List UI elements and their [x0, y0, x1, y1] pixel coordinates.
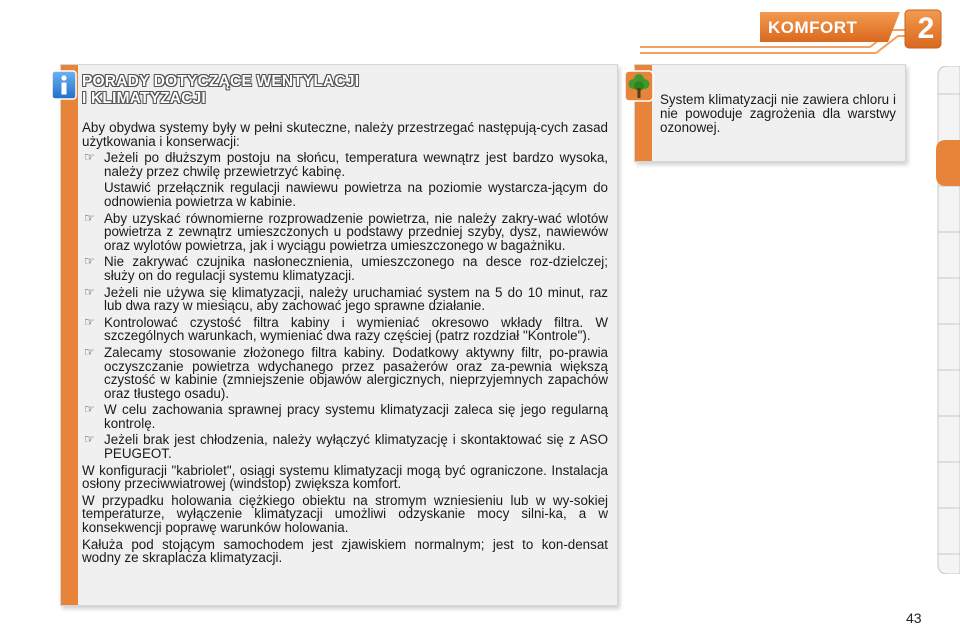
list-item-text: Aby uzyskać równomierne rozprowadzenie powietrza, nie należy zakry-wać wlotów powietrza z zewnątrz umieszczonych u podstawy przedniej szyby, dysz, nawiewów oraz wylotów powietrza, jak i wyciągu powietrza umieszczonego w bagażniku. — [104, 210, 608, 253]
list-item — [82, 212, 608, 253]
page-number: 43 — [906, 610, 922, 626]
list-item-text: Jeżeli brak jest chłodzenia, należy wyłączyć klimatyzację i skontaktować się z ASO PEUGEOT. — [104, 432, 608, 462]
intro-paragraph: Aby obydwa systemy były w pełni skuteczne, należy przestrzegać następują-cych zasad użytkowania i konserwacji: — [82, 120, 608, 149]
page-header — [0, 0, 960, 60]
cabriolet-paragraph: W konfiguracji "kabriolet", osiągi systemu klimatyzacji mogą być ograniczone. Instalacja osłony przeciwwiatrowej (windstop) zwiększa komfort. — [82, 462, 608, 492]
hand-pointer-icon: ☞ — [84, 344, 95, 359]
section-title: KOMFORT — [768, 18, 858, 37]
hand-pointer-icon: ☞ — [84, 254, 95, 269]
list-item — [82, 286, 608, 313]
info-icon — [51, 70, 77, 100]
main-content — [82, 121, 608, 568]
main-heading — [82, 73, 359, 107]
main-heading-line-1: PORADY DOTYCZĄCE WENTYLACJI — [82, 73, 360, 90]
hand-pointer-icon: ☞ — [84, 402, 95, 417]
list-item — [82, 403, 608, 430]
list-item — [82, 255, 608, 282]
hand-pointer-icon: ☞ — [84, 284, 95, 299]
list-item-subtext: Ustawić przełącznik regulacji nawiewu powietrza na poziomie wystarcza-jącym do odnowienia powietrza w kabinie. — [104, 180, 608, 209]
list-item-text: W celu zachowania sprawnej pracy systemu klimatyzacji zaleca się jego regularną kontrolę. — [104, 402, 608, 431]
list-item-text: Jeżeli po dłuższym postoju na słońcu, temperatura wewnątrz jest bardzo wysoka, należy przez chwilę przewietrzyć kabinę. — [104, 150, 608, 179]
towing-paragraph: W przypadku holowania ciężkiego obiektu na stromym wzniesieniu lub w wy-sokiej temperaturze, wyłączenie klimatyzacji umożliwi odzyskanie mocy silni-ka, a w konsekwencji poprawę warunków holowania. — [82, 492, 608, 536]
hand-pointer-icon: ☞ — [84, 314, 95, 329]
list-item — [82, 433, 608, 460]
info-box-accent-bar — [61, 65, 78, 605]
list-item-text: Jeżeli nie używa się klimatyzacji, należy uruchamiać system na 5 do 10 minut, raz lub dwa razy w miesiącu, aby zachować jego sprawne działanie. — [104, 284, 608, 314]
chapter-number: 2 — [917, 12, 935, 45]
list-item — [82, 316, 608, 343]
list-item — [82, 151, 608, 208]
list-item-text: Kontrolować czystość filtra kabiny i wymieniać okresowo wkłady filtra. W szczególnych warunkach, wymieniać dwa razy częściej (patrz rozdział "Kontrole"). — [104, 314, 608, 344]
hand-pointer-icon: ☞ — [84, 210, 95, 225]
main-heading-line-2: I KLIMATYZACJI — [82, 90, 206, 107]
chapter-tabs — [928, 66, 960, 574]
list-item-text: Nie zakrywać czujnika nasłonecznienia, umieszczonego na desce roz-dzielczej; służy on do regulacji systemu klimatyzacji. — [104, 254, 608, 283]
condensate-paragraph: Kałuża pod stojącym samochodem jest zjawiskiem normalnym; jest to kon-densat wodny ze skraplacza klimatyzacji. — [82, 536, 608, 566]
list-item-text: Zalecamy stosowanie złożonego filtra kabiny. Dodatkowy aktywny filtr, po-prawia oczyszczanie powietrza wdychanego przez pasażerów oraz za-pewnia większą czystość w kabinie (zmniejszenie objawów alergicznych, nieprzyjemnych zapachów oraz tłustego osadu). — [104, 344, 608, 401]
list-item — [82, 346, 608, 400]
hand-pointer-icon: ☞ — [84, 432, 95, 447]
tree-icon — [624, 70, 654, 102]
eco-text: System klimatyzacji nie zawiera chloru i nie powoduje zagrożenia dla warstwy ozonowej. — [660, 92, 896, 135]
hand-pointer-icon: ☞ — [84, 150, 95, 165]
